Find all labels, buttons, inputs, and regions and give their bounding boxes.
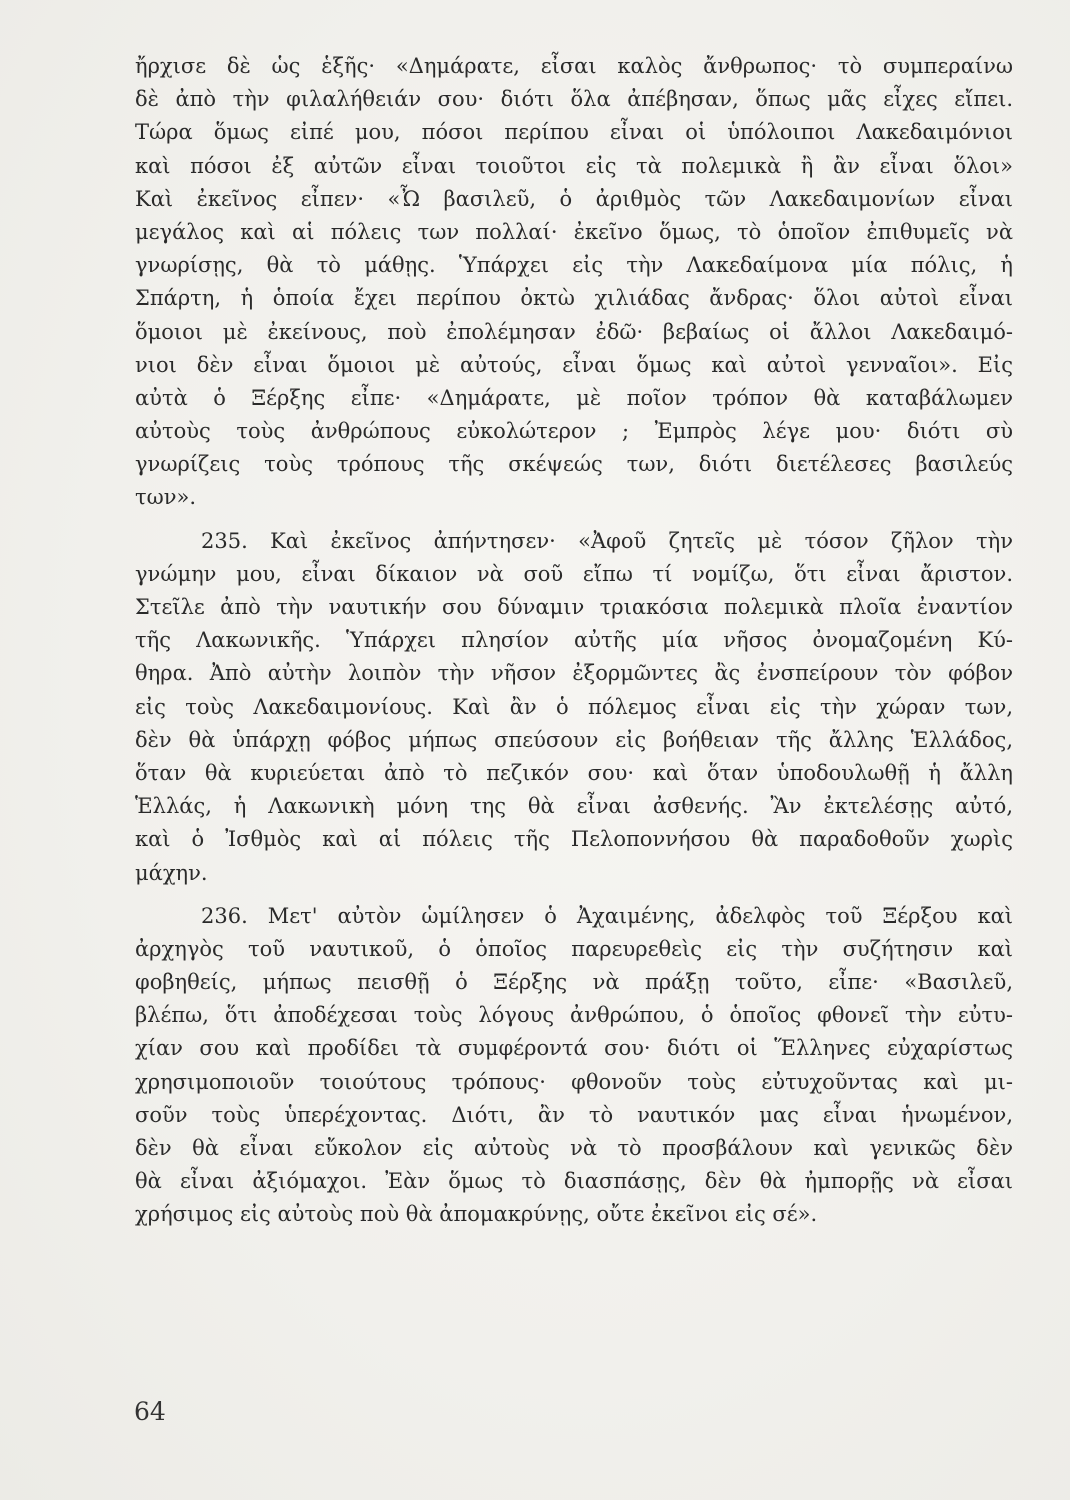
text-line: θηρα. Ἀπὸ αὐτὴν λοιπὸν τὴν νῆσον ἐξορμῶντες ἂς ἐνσπείρουν τὸν φόβον <box>135 661 1013 686</box>
text-line: μεγάλος καὶ αἱ πόλεις των πολλαί· ἐκεῖνο ὅμως, τὸ ὁποῖον ἐπιθυμεῖς νὰ <box>135 219 1013 244</box>
text-line: γνωρίζεις τοὺς τρόπους τῆς σκέψεώς των, διότι διετέλεσες βασιλεύς <box>135 452 1013 477</box>
paragraph-234-continued <box>135 50 1013 515</box>
text-line: γνώμην μου, εἶναι δίκαιον νὰ σοῦ εἴπω τί νομίζω, ὅτι εἶναι ἄριστον. <box>135 561 1013 586</box>
text-line: Καὶ ἐκεῖνος εἶπεν· «Ὦ βασιλεῦ, ὁ ἀριθμὸς τῶν Λακεδαιμονίων εἶναι <box>135 186 1013 211</box>
text-line: ὅταν θὰ κυριεύεται ἀπὸ τὸ πεζικόν σου· καὶ ὅταν ὑποδουλωθῇ ἡ ἄλλη <box>135 760 1013 785</box>
text-line: νιοι δὲν εἶναι ὅμοιοι μὲ αὐτούς, εἶναι ὅμως καὶ αὐτοὶ γενναῖοι». Εἰς <box>135 352 1013 377</box>
text-line: ἤρχισε δὲ ὡς ἑξῆς· «Δημάρατε, εἶσαι καλὸς ἄνθρωπος· τὸ συμπεραίνω <box>135 54 1013 78</box>
text-line: θὰ εἶναι ἀξιόμαχοι. Ἐὰν ὅμως τὸ διασπάσῃς, δὲν θὰ ἠμπορῇς νὰ εἶσαι <box>135 1169 1013 1194</box>
text-line: αὐτοὺς τοὺς ἀνθρώπους εὐκολώτερον ; Ἐμπρὸς λέγε μου· διότι σὺ <box>135 419 1013 444</box>
paragraph-gap <box>135 890 1013 900</box>
text-line: γνωρίσῃς, θὰ τὸ μάθῃς. Ὑπάρχει εἰς τὴν Λακεδαίμονα μία πόλις, ἡ <box>135 253 1013 278</box>
text-line: δὲ ἀπὸ τὴν φιλαλήθειάν σου· διότι ὅλα ἀπέβησαν, ὅπως μᾶς εἶχες εἴπει. <box>135 87 1013 112</box>
text-line: τῆς Λακωνικῆς. Ὑπάρχει πλησίον αὐτῆς μία νῆσος ὀνομαζομένη Κύ- <box>135 628 1013 653</box>
text-line: χρησιμοποιοῦν τοιούτους τρόπους· φθονοῦν τοὺς εὐτυχοῦντας καὶ μι- <box>135 1069 1013 1094</box>
text-line: βλέπω, ὅτι ἀποδέχεσαι τοὺς λόγους ἀνθρώπου, ὁ ὁποῖος φθονεῖ τὴν εὐτυ- <box>135 1003 1013 1028</box>
text-line: Σπάρτη, ἡ ὁποία ἔχει περίπου ὀκτὼ χιλιάδας ἄνδρας· ὅλοι αὐτοὶ εἶναι <box>135 286 1013 311</box>
text-line: Στεῖλε ἀπὸ τὴν ναυτικήν σου δύναμιν τριακόσια πολεμικὰ πλοῖα ἐναντίον <box>135 595 1013 619</box>
text-line: ἀρχηγὸς τοῦ ναυτικοῦ, ὁ ὁποῖος παρευρεθεὶς εἰς τὴν συζήτησιν καὶ <box>135 936 1013 961</box>
text-line: χρήσιμος εἰς αὐτοὺς ποὺ θὰ ἀπομακρύνῃς, οὔτε ἐκεῖνοι εἰς σέ». <box>135 1202 818 1227</box>
text-line: δὲν θὰ εἶναι εὔκολον εἰς αὐτοὺς νὰ τὸ προσβάλουν καὶ γενικῶς δὲν <box>135 1136 1013 1160</box>
paragraph-gap <box>135 515 1013 525</box>
text-line: 235. Καὶ ἐκεῖνος ἀπήντησεν· «Ἀφοῦ ζητεῖς μὲ τόσον ζῆλον τὴν <box>201 528 1013 553</box>
text-line: εἰς τοὺς Λακεδαιμονίους. Καὶ ἂν ὁ πόλεμος εἶναι εἰς τὴν χώραν των, <box>135 694 1013 719</box>
body-text <box>135 50 1013 1232</box>
text-line: Τώρα ὅμως εἰπέ μου, πόσοι περίπου εἶναι οἱ ὑπόλοιποι Λακεδαιμόνιοι <box>135 120 1013 145</box>
text-line: μάχην. <box>135 860 208 885</box>
page-number: 64 <box>134 1397 166 1426</box>
text-line: σοῦν τοὺς ὑπερέχοντας. Διότι, ἂν τὸ ναυτικόν μας εἶναι ἡνωμένον, <box>135 1102 1013 1127</box>
text-line: των». <box>135 485 197 510</box>
text-line: δὲν θὰ ὑπάρχῃ φόβος μήπως σπεύσουν εἰς βοήθειαν τῆς ἄλλης Ἑλλάδος, <box>135 727 1013 752</box>
paragraph-236 <box>135 900 1013 1232</box>
text-line: αὐτὰ ὁ Ξέρξης εἶπε· «Δημάρατε, μὲ ποῖον τρόπον θὰ καταβάλωμεν <box>135 385 1013 410</box>
text-line: καὶ ὁ Ἰσθμὸς καὶ αἱ πόλεις τῆς Πελοποννήσου θὰ παραδοθοῦν χωρὶς <box>135 827 1013 852</box>
text-line: χίαν σου καὶ προδίδει τὰ συμφέροντά σου· διότι οἱ Ἕλληνες εὐχαρίστως <box>135 1036 1013 1061</box>
text-line: Ἑλλάς, ἡ Λακωνικὴ μόνη της θὰ εἶναι ἀσθενής. Ἂν ἐκτελέσῃς αὐτό, <box>135 794 1013 819</box>
text-line: 236. Μετ' αὐτὸν ὡμίλησεν ὁ Ἀχαιμένης, ἀδελφὸς τοῦ Ξέρξου καὶ <box>201 903 1013 928</box>
paragraph-235 <box>135 525 1013 890</box>
text-line: καὶ πόσοι ἐξ αὐτῶν εἶναι τοιοῦτοι εἰς τὰ πολεμικὰ ἢ ἂν εἶναι ὅλοι» <box>135 153 1013 178</box>
text-line: φοβηθείς, μήπως πεισθῇ ὁ Ξέρξης νὰ πράξῃ τοῦτο, εἶπε· «Βασιλεῦ, <box>135 970 1013 995</box>
text-line: ὅμοιοι μὲ ἐκείνους, ποὺ ἐπολέμησαν ἐδῶ· βεβαίως οἱ ἄλλοι Λακεδαιμό- <box>135 319 1013 344</box>
